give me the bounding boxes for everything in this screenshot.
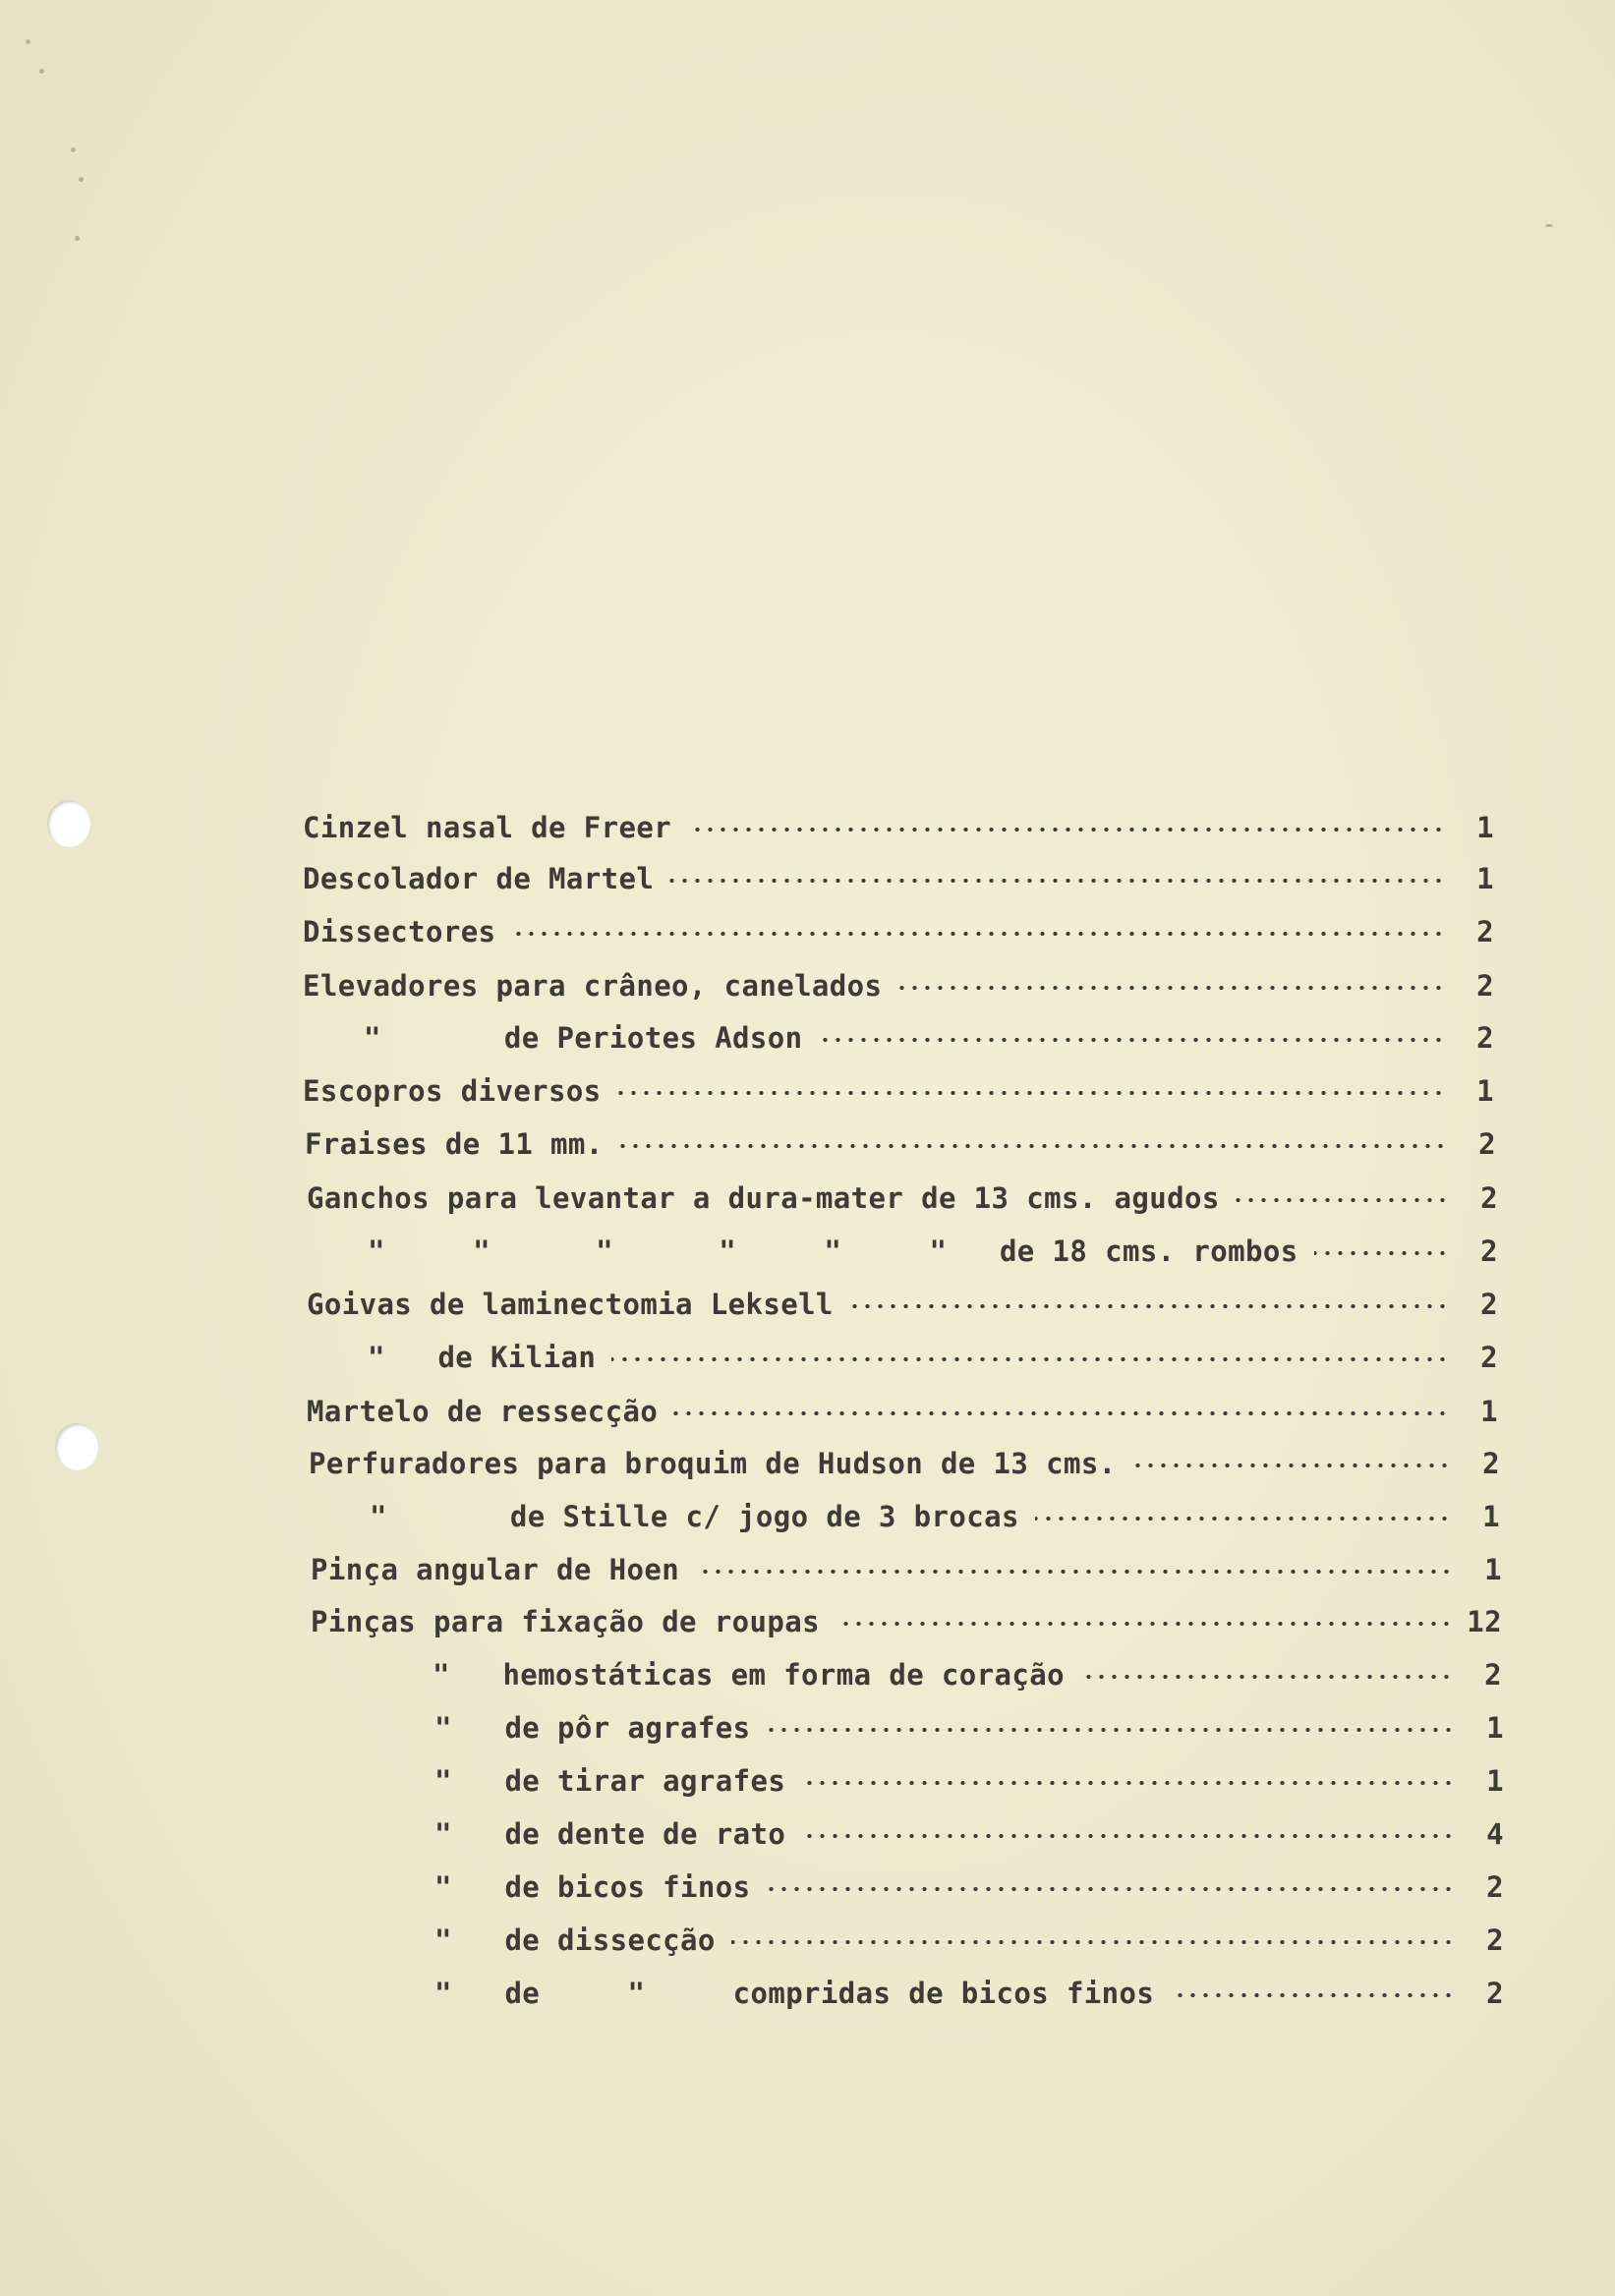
item-name: Escopros diversos (303, 1074, 602, 1108)
item-quantity: 1 (1480, 1395, 1498, 1428)
dot-leader (687, 828, 1445, 832)
list-item (303, 808, 1494, 847)
list-item (303, 859, 1494, 898)
dot-leader (766, 1887, 1455, 1891)
item-quantity: 2 (1486, 1977, 1504, 2010)
dot-leader (669, 879, 1445, 883)
list-item (311, 1602, 1502, 1641)
item-quantity: 12 (1467, 1605, 1502, 1638)
item-quantity: 2 (1476, 915, 1494, 948)
list-item (313, 1814, 1504, 1854)
item-quantity: 2 (1486, 1870, 1504, 1904)
dot-leader (617, 1091, 1445, 1095)
item-name: Dissectores (303, 915, 496, 948)
item-name: " de pôr agrafes (434, 1711, 751, 1745)
item-name: Goivas de laminectomia Leksell (307, 1288, 834, 1321)
list-item (307, 1285, 1498, 1324)
item-name: " de " compridas de bicos finos (434, 1977, 1155, 2010)
item-name: " hemostáticas em forma de coração (433, 1658, 1065, 1692)
item-name: " de bicos finos (434, 1870, 751, 1904)
item-name: " de dente de rato (434, 1817, 786, 1851)
item-quantity: 4 (1486, 1817, 1504, 1851)
item-name: " de Stille c/ jogo de 3 brocas (370, 1500, 1019, 1533)
item-name: Descolador de Martel (303, 862, 655, 895)
list-item (313, 1974, 1504, 2013)
dot-leader (611, 1357, 1449, 1361)
item-quantity: 1 (1476, 862, 1494, 895)
item-name: " de dissecção (434, 1923, 716, 1957)
list-item (309, 1497, 1500, 1536)
item-quantity: 1 (1476, 811, 1494, 844)
list-item (311, 1655, 1502, 1694)
item-quantity: 2 (1476, 1021, 1494, 1055)
item-quantity: 2 (1478, 1127, 1496, 1161)
list-item (313, 1761, 1504, 1801)
paper-speck (71, 147, 76, 152)
dot-leader (801, 1781, 1455, 1785)
item-quantity: 1 (1484, 1553, 1502, 1586)
item-name: " de Periotes Adson (364, 1021, 803, 1055)
item-quantity: 2 (1480, 1234, 1498, 1268)
list-item (313, 1867, 1504, 1907)
instrument-list (303, 808, 1504, 2017)
dot-leader (1236, 1198, 1449, 1202)
item-quantity: 1 (1486, 1711, 1504, 1745)
item-name: Pinças para fixação de roupas (311, 1605, 820, 1638)
list-item (303, 1071, 1494, 1111)
list-item (311, 1550, 1502, 1589)
list-item (307, 1178, 1498, 1218)
paper-speck (1545, 224, 1553, 227)
list-item (307, 1338, 1498, 1377)
item-name: " de tirar agrafes (434, 1764, 786, 1798)
dot-leader (1170, 1993, 1455, 1997)
dot-leader (766, 1728, 1455, 1732)
item-name: Elevadores para crâneo, canelados (303, 969, 883, 1003)
paper-speck (26, 39, 30, 44)
paper-speck (79, 177, 84, 182)
list-item (303, 1018, 1494, 1058)
item-quantity: 2 (1480, 1341, 1498, 1374)
list-item (307, 1232, 1498, 1271)
list-item (303, 966, 1494, 1005)
dot-leader (731, 1940, 1455, 1944)
item-name: " " " " " " de 18 cms. rombos (368, 1234, 1298, 1268)
dot-leader (695, 1570, 1453, 1574)
dot-leader (1132, 1464, 1451, 1467)
punch-hole-top (47, 800, 90, 847)
punch-hole-bottom (55, 1423, 98, 1470)
item-name: Perfuradores para broquim de Hudson de 13 cms. (309, 1447, 1117, 1480)
item-quantity: 1 (1482, 1500, 1500, 1533)
item-quantity: 2 (1482, 1447, 1500, 1480)
dot-leader (836, 1622, 1453, 1626)
dot-leader (1035, 1517, 1451, 1521)
dot-leader (1314, 1251, 1449, 1255)
dot-leader (1080, 1675, 1453, 1679)
item-quantity: 2 (1476, 969, 1494, 1003)
item-name: " de Kilian (368, 1341, 597, 1374)
dot-leader (619, 1144, 1447, 1148)
list-item (307, 1392, 1498, 1431)
dot-leader (849, 1304, 1449, 1308)
item-name: Ganchos para levantar a dura-mater de 13 cms. agudos (307, 1181, 1220, 1215)
item-quantity: 2 (1480, 1181, 1498, 1215)
item-name: Martelo de ressecção (307, 1395, 659, 1428)
dot-leader (673, 1411, 1449, 1415)
item-name: Pinça angular de Hoen (311, 1553, 680, 1586)
dot-leader (897, 986, 1445, 990)
paper-speck (75, 236, 80, 241)
item-name: Cinzel nasal de Freer (303, 811, 672, 844)
item-quantity: 2 (1486, 1923, 1504, 1957)
list-item (305, 1124, 1496, 1164)
item-quantity: 2 (1484, 1658, 1502, 1692)
item-quantity: 2 (1480, 1288, 1498, 1321)
paper-speck (39, 69, 44, 74)
list-item (303, 912, 1494, 951)
dot-leader (511, 932, 1445, 936)
list-item (313, 1921, 1504, 1960)
list-item (313, 1708, 1504, 1748)
item-quantity: 1 (1476, 1074, 1494, 1108)
item-quantity: 1 (1486, 1764, 1504, 1798)
dot-leader (801, 1834, 1455, 1838)
dot-leader (819, 1038, 1445, 1042)
list-item (309, 1444, 1500, 1483)
item-name: Fraises de 11 mm. (305, 1127, 604, 1161)
